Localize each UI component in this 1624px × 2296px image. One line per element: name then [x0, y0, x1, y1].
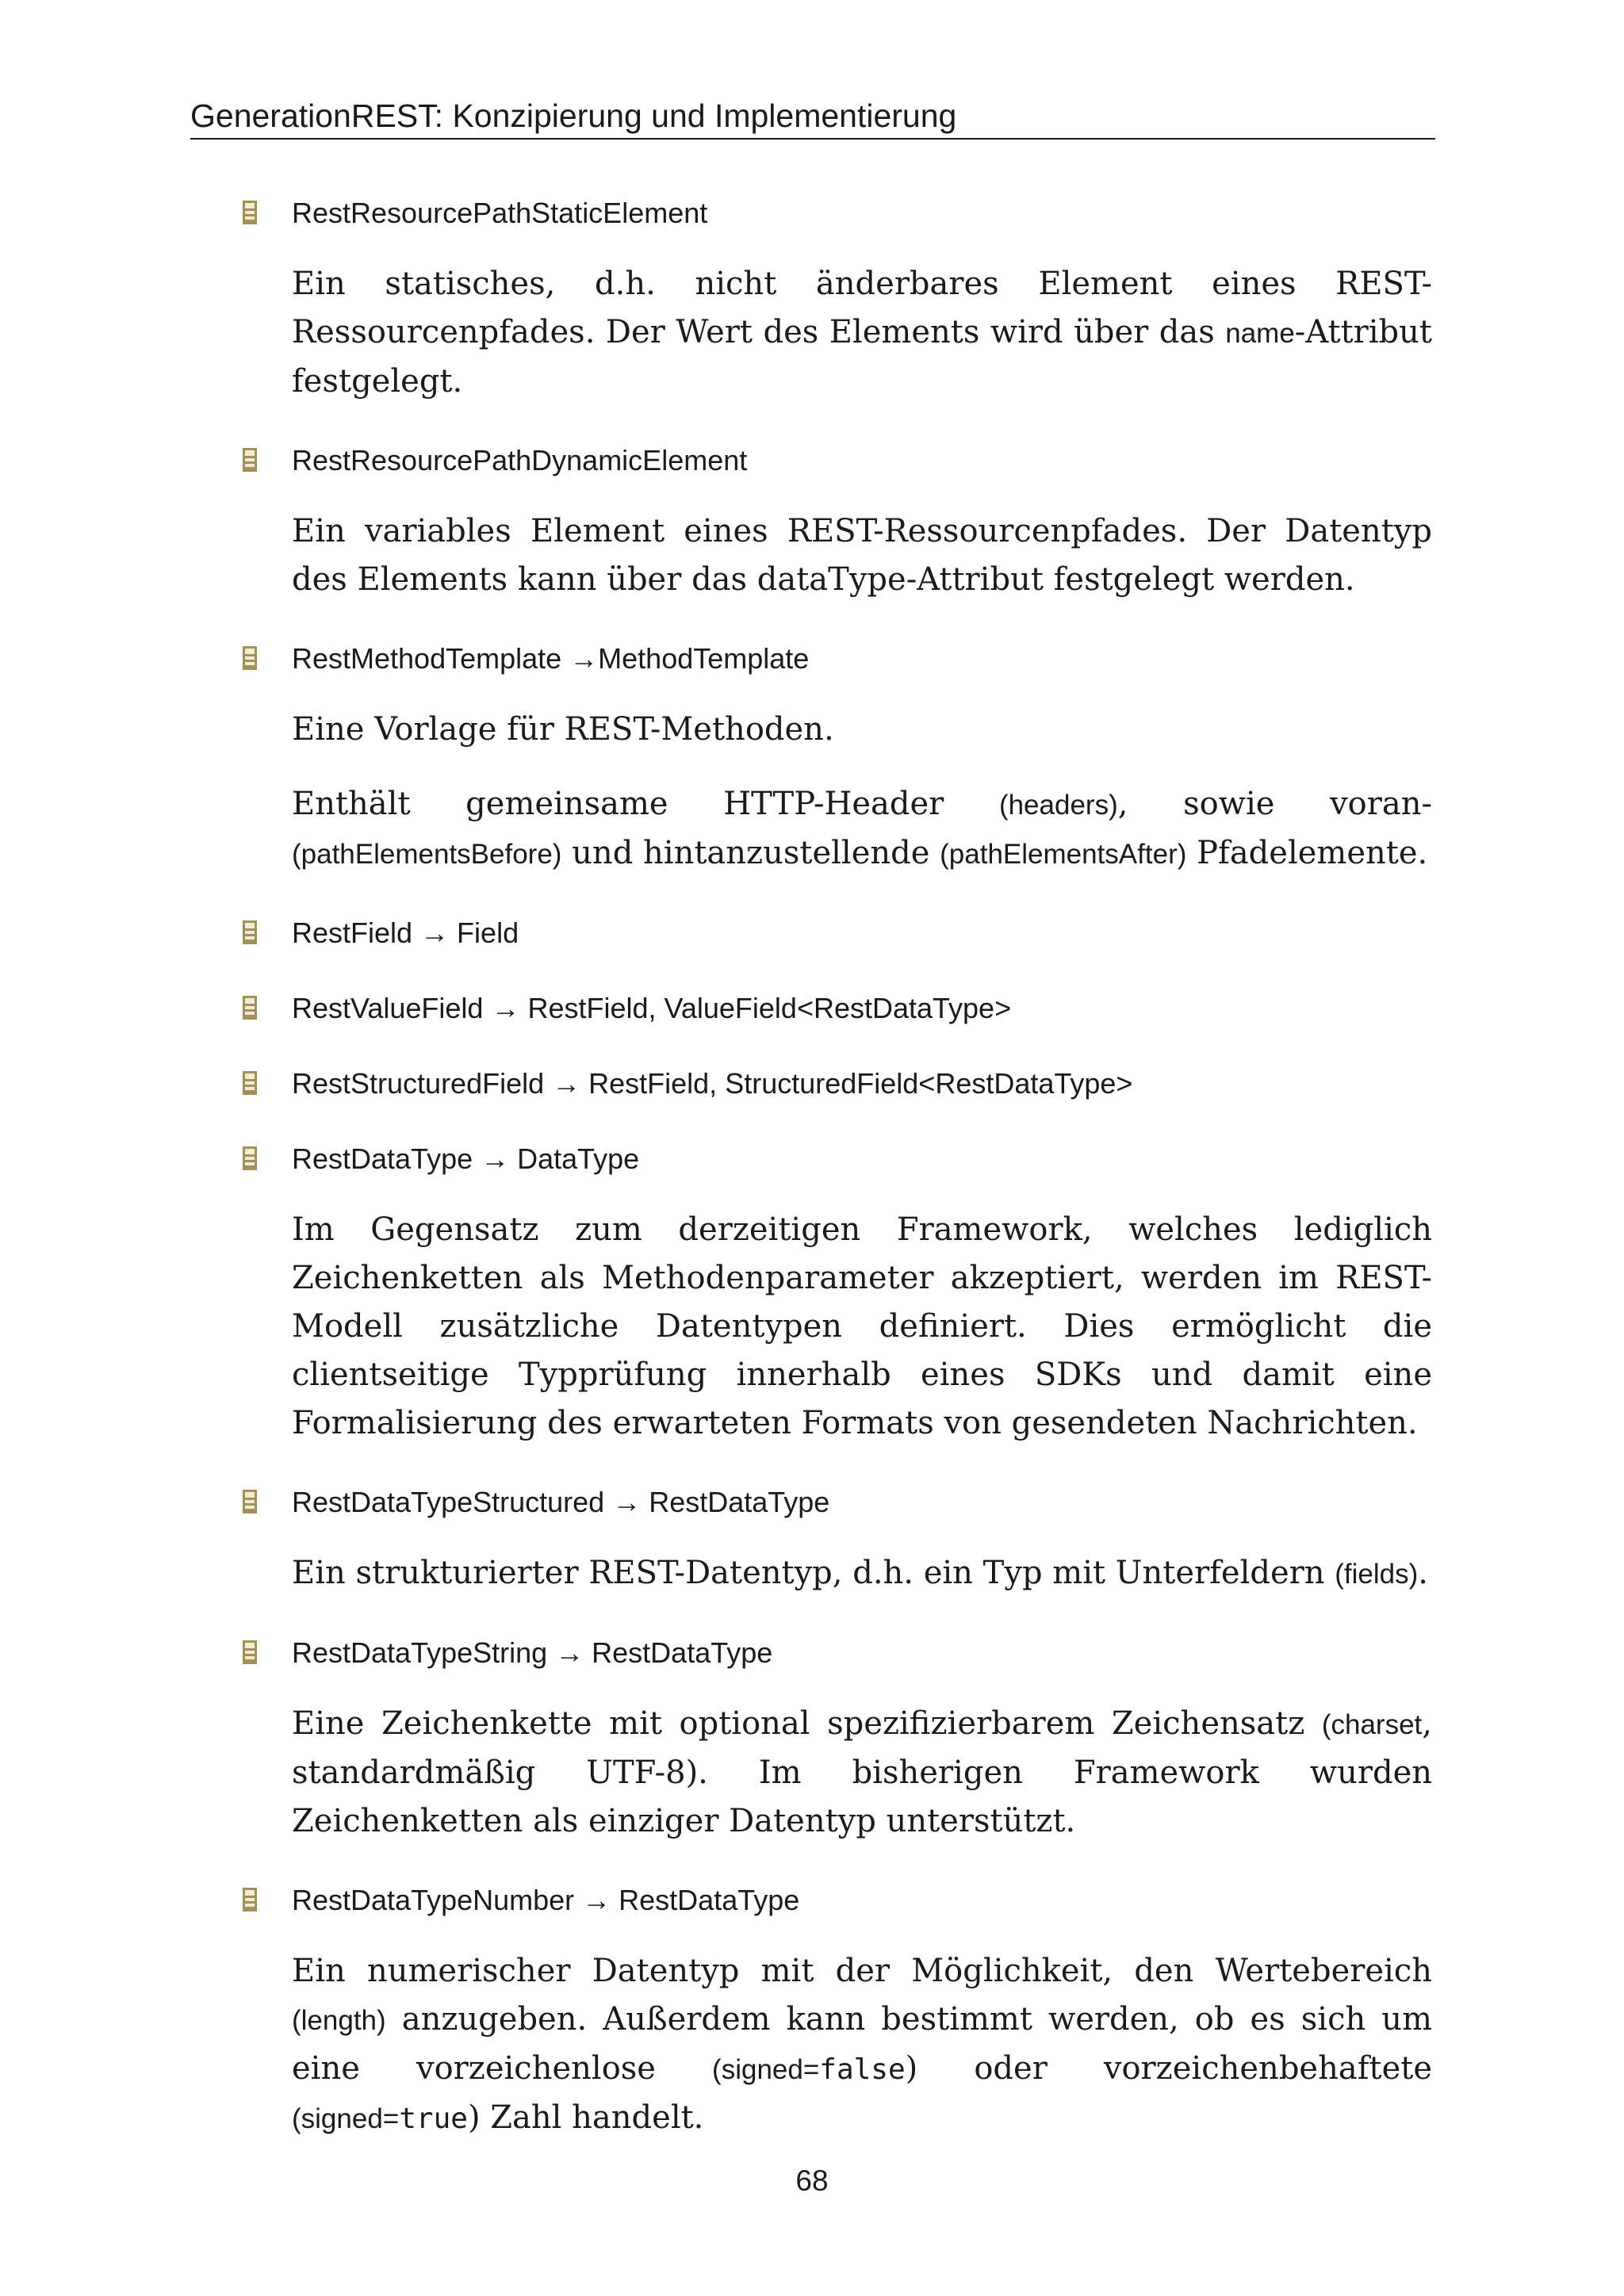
class-icon: [243, 1490, 257, 1513]
class-icon: [243, 996, 257, 1020]
class-icon: [243, 201, 257, 224]
paragraph: Eine Vorlage für REST-Methoden.: [292, 711, 834, 748]
paragraph: Ein numerischer Datentyp mit der Möglichkeit, den Wertebereich (length) anzugeben. Außerdem kann bestimmt werden, ob es sich um eine vorzeichenlose (signed=false) oder vorzeichenbehaftete (signed=true) Zahl handelt.: [292, 1953, 1432, 2136]
entry-title: RestDataTypeNumber → RestDataType: [292, 1884, 800, 1916]
entry-title: RestValueField → RestField, ValueField<RestDataType>: [292, 992, 1012, 1024]
entry-heading: [238, 639, 1434, 679]
class-icon: [243, 1888, 257, 1911]
entry-description: [292, 1549, 1432, 1598]
paragraph: Ein statisches, d.h. nicht änderbares Element eines REST-Ressourcenpfades. Der Wert des Elements wird über das name-Attribut festgelegt.: [292, 266, 1432, 400]
class-icon: [243, 1071, 257, 1095]
entry-description: [292, 1947, 1432, 2143]
entry-title: RestResourcePathStaticElement: [292, 197, 708, 229]
entry-description: [292, 507, 1432, 604]
entry-description: [292, 706, 1432, 878]
entry-title: RestDataType → DataType: [292, 1142, 640, 1175]
entry-title: RestField → Field: [292, 916, 519, 949]
entry-title: RestStructuredField → RestField, StructuredField<RestDataType>: [292, 1067, 1133, 1100]
paragraph: Enthält gemeinsame HTTP-Header (headers), sowie voran- (pathElementsBefore) und hintanzustellende (pathElementsAfter) Pfadelemente.: [292, 786, 1433, 871]
paragraph: Eine Zeichenkette mit optional spezifizierbarem Zeichensatz (charset, standardmäßig UTF-8). Im bisherigen Framework wurden Zeichenketten als einziger Datentyp unterstützt.: [292, 1705, 1432, 1839]
entry-heading: [238, 1881, 1434, 1920]
page-number: 68: [795, 2164, 829, 2197]
entry-description: [292, 1700, 1432, 1846]
class-icon: [243, 646, 257, 670]
entry-description: [292, 260, 1432, 406]
entry-title: RestDataTypeStructured → RestDataType: [292, 1486, 830, 1518]
entry-title: RestMethodTemplate →MethodTemplate: [292, 642, 810, 675]
class-icon: [243, 1640, 257, 1664]
header-rule: [190, 138, 1435, 140]
entry-title: RestResourcePathDynamicElement: [292, 444, 748, 476]
paragraph: Ein strukturierter REST-Datentyp, d.h. ein Typ mit Unterfeldern (fields).: [292, 1555, 1429, 1591]
entry-heading: [238, 193, 1434, 233]
running-header: GenerationREST: Konzipierung und Implementierung: [190, 98, 957, 134]
entry-description: [292, 1206, 1432, 1448]
entry-heading: [238, 989, 1434, 1028]
entry-heading: [238, 1064, 1434, 1104]
paragraph: Im Gegensatz zum derzeitigen Framework, welches lediglich Zeichenketten als Methodenparameter akzeptiert, werden im REST-Modell zusätzliche Datentypen definiert. Dies ermöglicht die clientseitige Typprüfung innerhalb eines SDKs und damit eine Formalisierung des erwarteten Formats von gesendeten Nachrichten.: [292, 1211, 1432, 1441]
entry-heading: [238, 913, 1434, 953]
entry-title: RestDataTypeString → RestDataType: [292, 1636, 773, 1669]
class-list: [238, 193, 1434, 2143]
entry-heading: [238, 1139, 1434, 1179]
entry-heading: [238, 1483, 1434, 1522]
entry-heading: [238, 441, 1434, 480]
entry-heading: [238, 1633, 1434, 1673]
class-icon: [243, 920, 257, 944]
class-icon: [243, 1146, 257, 1170]
class-icon: [243, 448, 257, 472]
paragraph: Ein variables Element eines REST-Ressourcenpfades. Der Datentyp des Elements kann über das dataType-Attribut festgelegt werden.: [292, 513, 1432, 598]
